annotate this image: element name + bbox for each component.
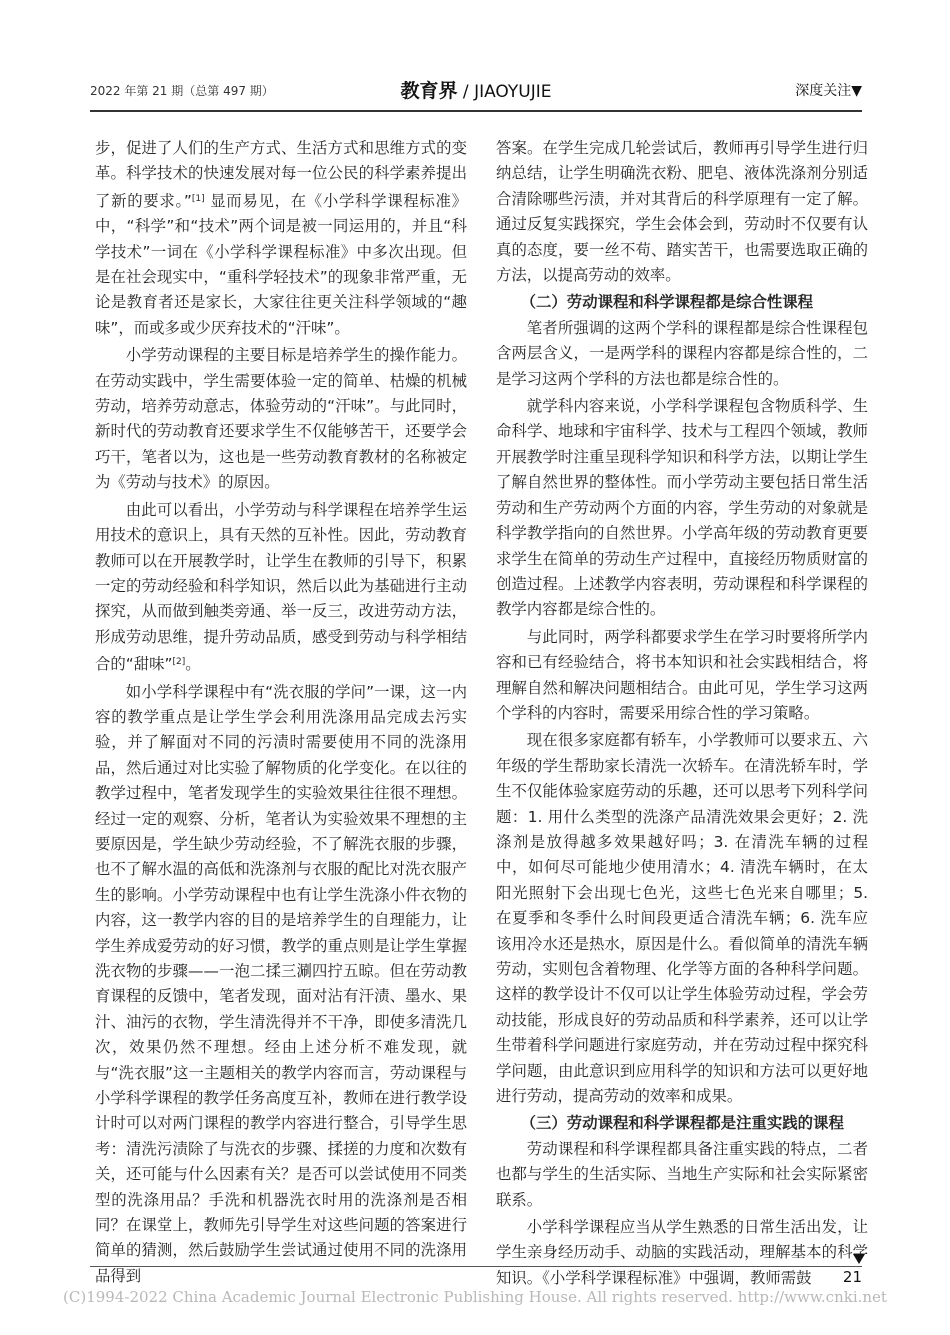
paragraph: 小学科学课程应当从学生熟悉的日常生活出发，让学生亲身经历动手、动脑的实践活动，理解基本的科学知识。《小学科学课程标准》中强调，教师需鼓 [496, 1218, 868, 1287]
citation: [2] [172, 657, 186, 668]
copyright-footer: (C)1994-2022 China Academic Journal Electronic Publishing House. All rights reserved. http://www.cnki.net [63, 1288, 887, 1306]
section-heading: （三）劳动课程和科学课程都是注重实践的课程 [520, 1114, 844, 1133]
left-column [95, 136, 467, 1291]
paragraph: 现在很多家庭都有轿车，小学教师可以要求五、六年级的学生帮助家长清洗一次轿车。在清洗轿车时，学生不仅能体验家庭劳动的乐趣，还可以思考下列科学问题：1. 用什么类型的洗涤产品清洗效果会更好；2. 洗涤剂是放得越多效果越好吗；3. 在清洗车辆的过程中，如何尽可能地少使用清水；4. 清洗车辆时，在太阳光照射下会出现七色光，这些七色光来自哪里；5. 在夏季和冬季什么时间段更适合清洗车辆；6. 洗车应该用冷水还是热水，原因是什么。看似简单的清洗车辆劳动，实则包含着物理、化学等方面的各种科学问题。这样的教学设计不仅可以让学生体验劳动过程，学会劳动技能，形成良好的劳动品质和科学素养，还可以让学生带着科学问题进行家庭劳动，并在劳动过程中探究科学问题，由此意识到应用科学的知识和方法可以更好地进行劳动，提高劳动的效率和成果。 [496, 731, 868, 1106]
continue-arrow-icon [853, 1254, 865, 1264]
paragraph-text: 由此可以看出，小学劳动与科学课程在培养学生运用技术的意识上，具有天然的互补性。因此，劳动教育教师可以在开展教学时，让学生在教师的引导下，积累一定的劳动经验和科学知识，然后以此为基础进行主动探究，从而做到触类旁通、举一反三，改进劳动方法，形成劳动思维，提升劳动品质，感受到劳动与科学相结合的“甜味” [95, 500, 467, 674]
paragraph: 答案。在学生完成几轮尝试后，教师再引导学生进行归纳总结，让学生明确洗衣粉、肥皂、液体洗涤剂分别适合清除哪些污渍，并对其背后的科学原理有一定了解。通过反复实践探究，学生会体会到，劳动时不仅要有认真的态度，要一丝不苟、踏实苦干，也需要选取正确的方法，以提高劳动的效率。 [496, 139, 868, 285]
paragraph [95, 136, 467, 341]
paragraph: 与此同时，两学科都要求学生在学习时要将所学内容和已有经验结合，将书本知识和社会实践相结合，将理解自然和解决问题相结合。由此可见，学生学习这两个学科的内容时，需要采用综合性的学习策略。 [496, 627, 868, 722]
header-rule [90, 110, 862, 112]
paragraph-text: 。 [185, 655, 201, 674]
section-label: 深度关注▼ [795, 83, 862, 99]
footer-rule [90, 1266, 862, 1267]
page-number: 21 [842, 1268, 862, 1286]
journal-title-cn: 教育界 [400, 80, 458, 102]
page-header [90, 76, 862, 106]
paragraph: 小学劳动课程的主要目标是培养学生的操作能力。在劳动实践中，学生需要体验一定的简单、枯燥的机械劳动，培养劳动意志，体验劳动的“汗味”。与此同时，新时代的劳动教育还要求学生不仅能够苦干，还要学会巧干，笔者以为，这也是一些劳动教育教材的名称被定为《劳动与技术》的原因。 [95, 346, 467, 492]
paragraph: 就学科内容来说，小学科学课程包含物质科学、生命科学、地球和宇宙科学、技术与工程四个领域，教师开展教学时注重呈现科学知识和科学方法，以期让学生了解自然世界的整体性。而小学劳动主要包括日常生活劳动和生产劳动两个方面的内容，学生劳动的对象就是科学教学指向的自然世界。小学高年级的劳动教育更要求学生在简单的劳动生产过程中，直接经历物质财富的创造过程。上述教学内容表明，劳动课程和科学课程的教学内容都是综合性的。 [496, 397, 868, 619]
journal-title [90, 76, 862, 103]
paragraph [95, 498, 467, 678]
paragraph: 劳动课程和科学课程都具备注重实践的特点，二者也都与学生的生活实际、当地生产实际和社会实际紧密联系。 [496, 1139, 868, 1209]
issue-label: 2022 年第 21 期（总第 497 期） [90, 84, 274, 98]
section-label-text: 深度关注 [795, 83, 852, 99]
paragraph-text: 步，促进了人们的生产方式、生活方式和思维方式的变革。科学技术的快速发展对每一位公民的科学素养提出了新的要求。” [95, 139, 467, 210]
section-heading: （二）劳动课程和科学课程都是综合性课程 [520, 293, 814, 312]
citation: [1] [191, 193, 205, 204]
right-column [496, 136, 868, 1293]
paragraph: 笔者所强调的这两个学科的课程都是综合性课程包含两层含义，一是两学科的课程内容都是综合性的，二是学习这两个学科的方法也都是综合性的。 [496, 318, 868, 388]
paragraph: 如小学科学课程中有“洗衣服的学问”一课，这一内容的教学重点是让学生学会利用洗涤用品完成去污实验，并了解面对不同的污渍时需要使用不同的洗涤用品，然后通过对比实验了解物质的化学变化。在以往的教学过程中，笔者发现学生的实验效果往往很不理想。经过一定的观察、分析，笔者认为实验效果不理想的主要原因是，学生缺少劳动经验，不了解洗衣服的步骤，也不了解水温的高低和洗涤剂与衣服的配比对洗衣服产生的影响。小学劳动课程中也有让学生洗涤小件衣物的内容，这一教学内容的目的是培养学生的自理能力，让学生养成爱劳动的好习惯，教学的重点则是让学生掌握洗衣物的步骤——一泡二揉三涮四拧五晾。但在劳动教育课程的反馈中，笔者发现，面对沾有汗渍、墨水、果汁、油污的衣物，学生清洗得并不干净，即使多清洗几次，效果仍然不理想。经由上述分析不难发现，就与“洗衣服”这一主题相关的教学内容而言，劳动课程与小学科学课程的教学任务高度互补，教师在进行教学设计时可以对两门课程的教学内容进行整合，引导学生思考：清洗污渍除了与洗衣的步骤、揉搓的力度和次数有关，还可能与什么因素有关？是否可以尝试使用不同类型的洗涤用品？手洗和机器洗衣时用的洗涤剂是否相同？在课堂上，教师先引导学生对这些问题的答案进行简单的猜测，然后鼓励学生尝试通过使用不同的洗涤用品得到 [95, 682, 467, 1285]
paragraph-text: 显而易见，在《小学科学课程标准》中，“科学”和“技术”两个词是被一同运用的，并且“科学技术”一词在《小学科学课程标准》中多次出现。但是在社会现实中，“重科学轻技术”的现象非常严重，无论是教育者还是家长，大家往往更关注科学领域的“趣味”，而或多或少厌弃技术的“汗味”。 [95, 191, 467, 337]
journal-title-en: / JIAOYUJIE [457, 82, 552, 102]
